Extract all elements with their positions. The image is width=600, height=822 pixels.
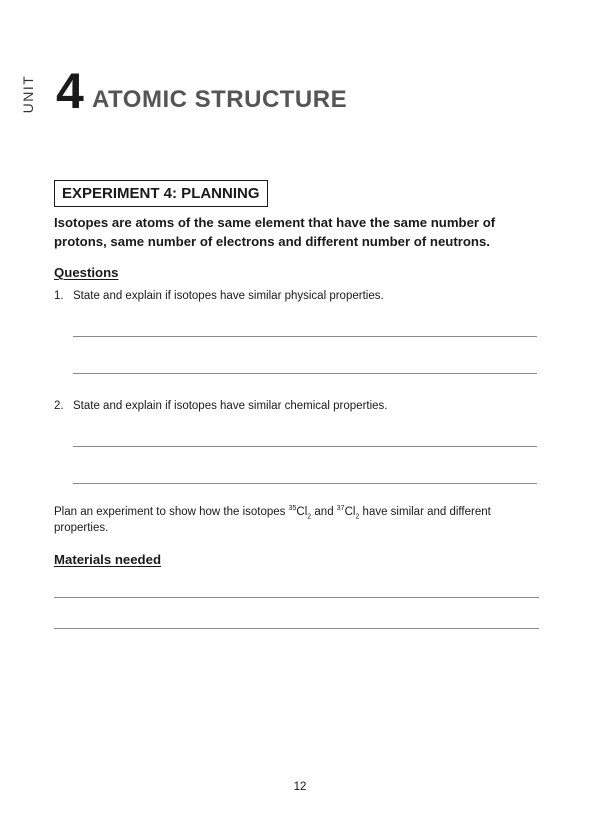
answer-line[interactable] <box>73 446 537 447</box>
unit-label: UNIT <box>20 74 36 114</box>
question-text: State and explain if isotopes have similar physical properties. <box>73 290 384 302</box>
isotope-mass: 35 <box>288 505 297 513</box>
unit-number: 4 <box>56 63 83 119</box>
question-number: 1. <box>54 290 64 302</box>
question-text: State and explain if isotopes have similar chemical properties. <box>73 400 388 412</box>
answer-line[interactable] <box>54 597 539 598</box>
experiment-label: EXPERIMENT 4: PLANNING <box>54 180 268 207</box>
intro-text: Isotopes are atoms of the same element that have the same number of protons, same number of electrons and different number of neutrons. <box>54 215 496 249</box>
answer-line[interactable] <box>73 336 537 337</box>
plan-instruction: Plan an experiment to show how the isotopes $^{35}Cl_2$ and $^{37}Cl_2$ have similar and different properties. <box>54 505 491 534</box>
questions-heading: Questions <box>54 265 119 280</box>
question-number: 2. <box>54 400 64 412</box>
question-1 <box>54 289 384 304</box>
answer-line[interactable] <box>54 628 539 629</box>
materials-heading: Materials needed <box>54 552 162 567</box>
answer-line[interactable] <box>73 483 537 484</box>
page-number: 12 <box>293 781 307 793</box>
page-title: ATOMIC STRUCTURE <box>92 86 348 113</box>
answer-line[interactable] <box>73 373 537 374</box>
isotope-mass: 37 <box>336 505 345 513</box>
question-2 <box>54 399 388 414</box>
